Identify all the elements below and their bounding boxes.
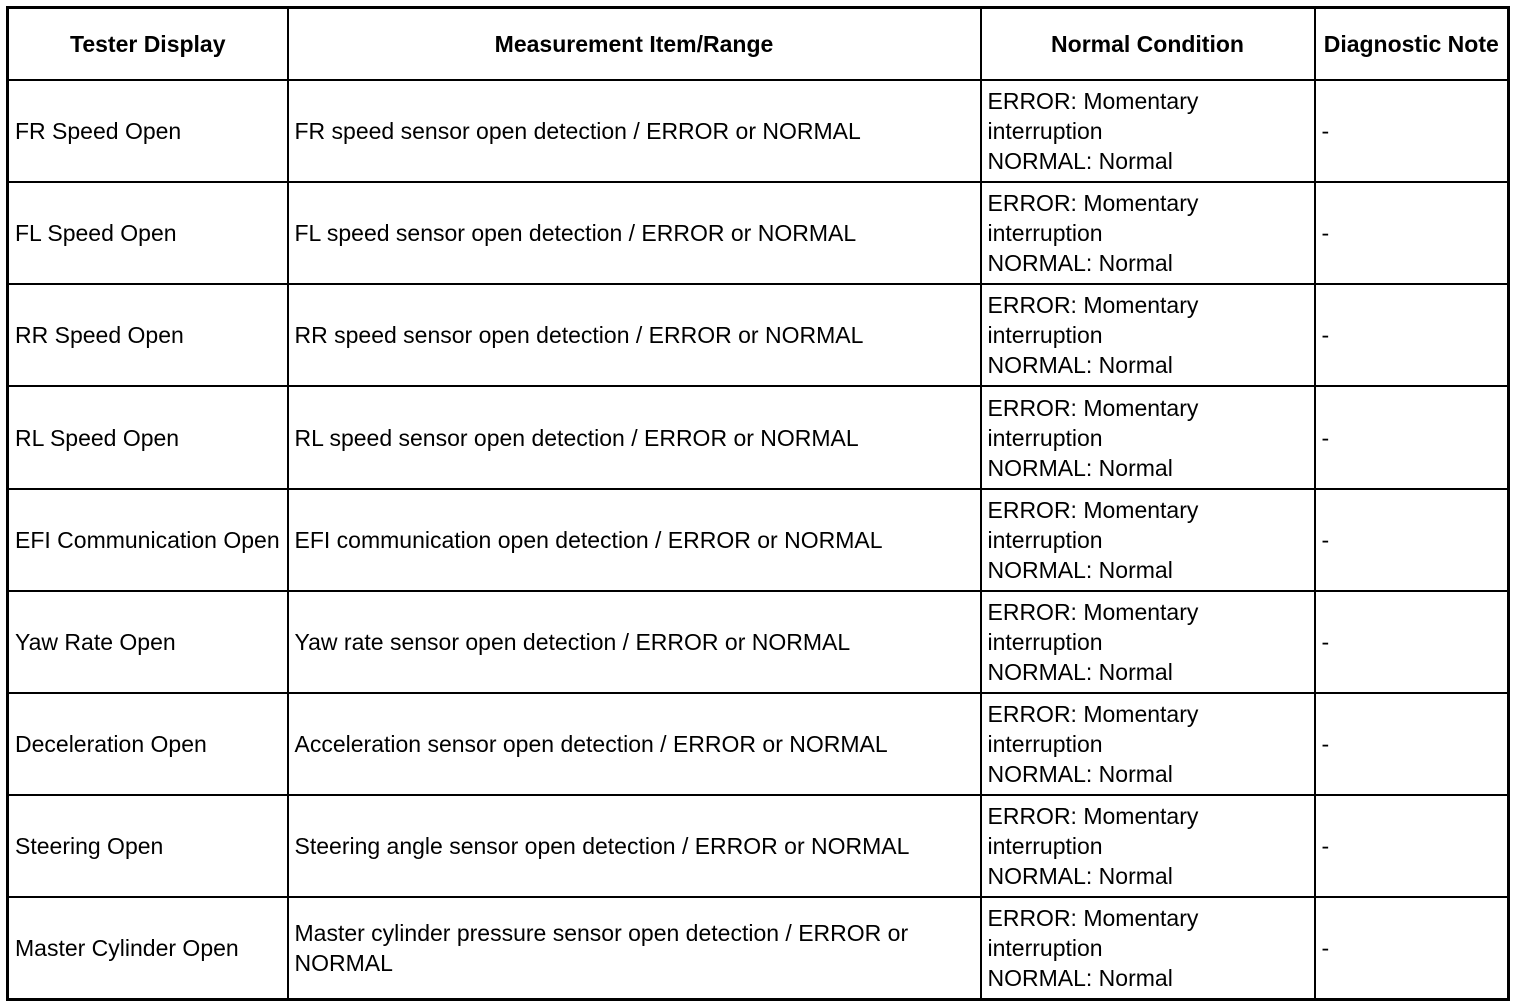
header-tester-display: Tester Display <box>8 8 288 81</box>
condition-normal-text: NORMAL: Normal <box>987 863 1173 890</box>
normal-condition-cell <box>981 897 1315 999</box>
condition-normal-text: NORMAL: Normal <box>987 965 1173 992</box>
measurement-cell: Steering angle sensor open detection / ERROR or NORMAL <box>288 795 981 897</box>
normal-condition-cell <box>981 489 1315 591</box>
diagnostic-note-cell: - <box>1315 897 1509 999</box>
condition-error-text: ERROR: Momentary interruption <box>987 598 1199 655</box>
header-row <box>8 8 1509 81</box>
condition-error-text: ERROR: Momentary interruption <box>987 905 1199 962</box>
condition-error-text: ERROR: Momentary interruption <box>987 701 1199 758</box>
data-list-table <box>6 6 1510 1001</box>
tester-display-cell: Steering Open <box>8 795 288 897</box>
tester-display-cell: Master Cylinder Open <box>8 897 288 999</box>
condition-error-text: ERROR: Momentary interruption <box>987 190 1199 247</box>
condition-error-text: ERROR: Momentary interruption <box>987 394 1199 451</box>
condition-normal-text: NORMAL: Normal <box>987 761 1173 788</box>
table-row <box>8 591 1509 693</box>
normal-condition-cell <box>981 795 1315 897</box>
measurement-cell: EFI communication open detection / ERROR or NORMAL <box>288 489 981 591</box>
header-diagnostic-note: Diagnostic Note <box>1315 8 1509 81</box>
tester-display-cell: RR Speed Open <box>8 284 288 386</box>
table-row <box>8 489 1509 591</box>
measurement-cell: Acceleration sensor open detection / ERROR or NORMAL <box>288 693 981 795</box>
diagnostic-note-cell: - <box>1315 182 1509 284</box>
measurement-cell: Master cylinder pressure sensor open detection / ERROR or NORMAL <box>288 897 981 999</box>
measurement-cell: FR speed sensor open detection / ERROR or NORMAL <box>288 80 981 182</box>
normal-condition-cell <box>981 591 1315 693</box>
condition-normal-text: NORMAL: Normal <box>987 454 1173 481</box>
condition-normal-text: NORMAL: Normal <box>987 148 1173 175</box>
condition-error-text: ERROR: Momentary interruption <box>987 88 1199 145</box>
tester-display-cell: Deceleration Open <box>8 693 288 795</box>
normal-condition-cell <box>981 386 1315 488</box>
diagnostic-note-cell: - <box>1315 284 1509 386</box>
measurement-cell: Yaw rate sensor open detection / ERROR or NORMAL <box>288 591 981 693</box>
diagnostic-note-cell: - <box>1315 489 1509 591</box>
header-normal-condition: Normal Condition <box>981 8 1315 81</box>
table-row <box>8 795 1509 897</box>
tester-display-cell: EFI Communication Open <box>8 489 288 591</box>
normal-condition-cell <box>981 284 1315 386</box>
table-row <box>8 182 1509 284</box>
diagnostic-note-cell: - <box>1315 795 1509 897</box>
condition-error-text: ERROR: Momentary interruption <box>987 496 1199 553</box>
table-row <box>8 693 1509 795</box>
table-body <box>8 80 1509 1000</box>
diagnostic-note-cell: - <box>1315 693 1509 795</box>
diagnostic-note-cell: - <box>1315 80 1509 182</box>
measurement-cell: RL speed sensor open detection / ERROR or NORMAL <box>288 386 981 488</box>
header-measurement-item: Measurement Item/Range <box>288 8 981 81</box>
table-row <box>8 897 1509 999</box>
condition-error-text: ERROR: Momentary interruption <box>987 292 1199 349</box>
tester-display-cell: FL Speed Open <box>8 182 288 284</box>
table-row <box>8 80 1509 182</box>
tester-display-cell: RL Speed Open <box>8 386 288 488</box>
measurement-cell: FL speed sensor open detection / ERROR or NORMAL <box>288 182 981 284</box>
condition-normal-text: NORMAL: Normal <box>987 556 1173 583</box>
tester-display-cell: FR Speed Open <box>8 80 288 182</box>
condition-error-text: ERROR: Momentary interruption <box>987 803 1199 860</box>
tester-display-cell: Yaw Rate Open <box>8 591 288 693</box>
measurement-cell: RR speed sensor open detection / ERROR or NORMAL <box>288 284 981 386</box>
diagnostic-note-cell: - <box>1315 591 1509 693</box>
condition-normal-text: NORMAL: Normal <box>987 658 1173 685</box>
table-row <box>8 386 1509 488</box>
normal-condition-cell <box>981 182 1315 284</box>
condition-normal-text: NORMAL: Normal <box>987 352 1173 379</box>
condition-normal-text: NORMAL: Normal <box>987 250 1173 277</box>
table-row <box>8 284 1509 386</box>
normal-condition-cell <box>981 693 1315 795</box>
normal-condition-cell <box>981 80 1315 182</box>
diagnostic-note-cell: - <box>1315 386 1509 488</box>
table-header <box>8 8 1509 81</box>
